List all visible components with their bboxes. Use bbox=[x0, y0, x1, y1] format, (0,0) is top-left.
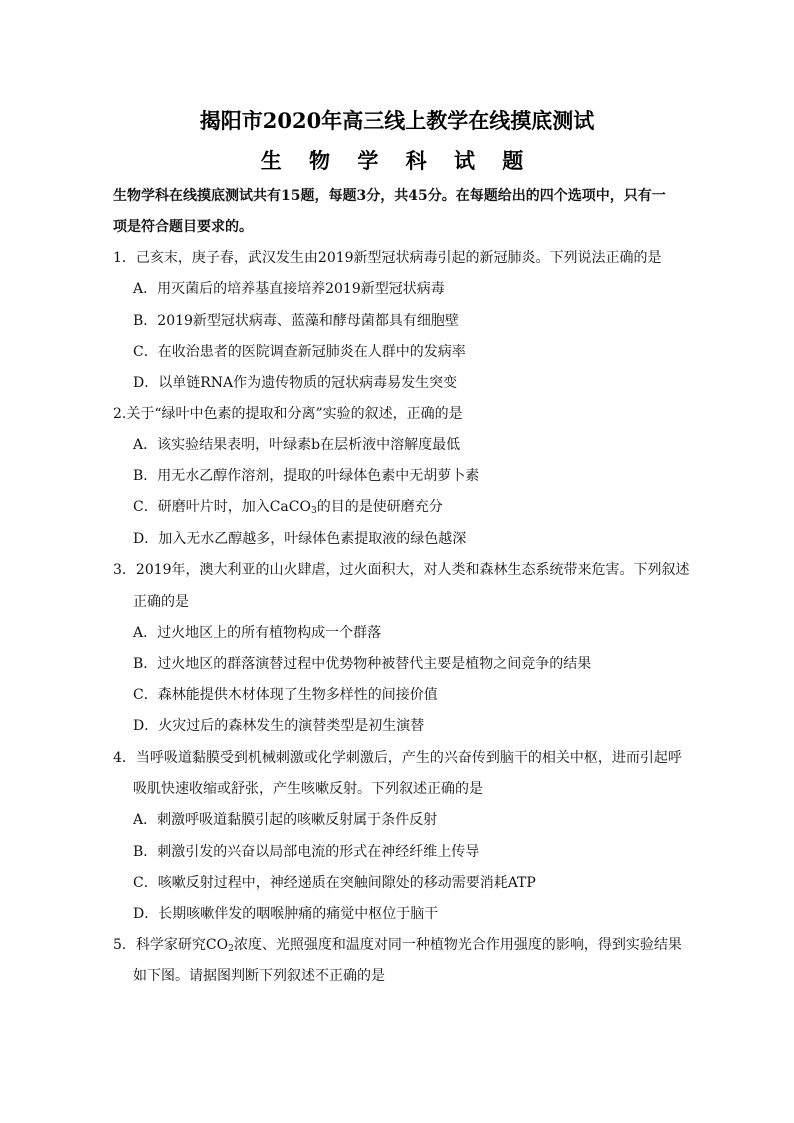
subscript: 3 bbox=[310, 506, 317, 516]
option: A．过火地区上的所有植物构成一个群落 bbox=[133, 625, 382, 641]
intro-line: 生物学科在线摸底测试共有15题，每题3分，共45分。在每题给出的四个选项中，只有一 bbox=[113, 188, 666, 204]
page-title: 揭阳市2020年高三线上教学在线摸底测试 bbox=[199, 108, 595, 133]
option: D．长期咳嗽伴发的咽喉肿痛的痛觉中枢位于脑干 bbox=[133, 906, 439, 922]
question-stem: 2.关于“绿叶中色素的提取和分离”实验的叙述，正确的是 bbox=[113, 406, 463, 422]
question-stem-cont: 如下图。请据图判断下列叙述不正确的是 bbox=[133, 968, 385, 984]
option: A．该实验结果表明，叶绿素b在层析液中溶解度最低 bbox=[133, 437, 461, 453]
option: B．过火地区的群落演替过程中优势物种被替代主要是植物之间竞争的结果 bbox=[133, 656, 592, 672]
option: C．咳嗽反射过程中，神经递质在突触间隙处的移动需要消耗ATP bbox=[133, 875, 536, 891]
option: C．森林能提供木材体现了生物多样性的间接价值 bbox=[133, 687, 438, 703]
intro-line: 项是符合题目要求的。 bbox=[113, 219, 253, 235]
stem-text: 5．科学家研究CO bbox=[113, 937, 229, 953]
option: D．加入无水乙醇越多，叶绿体色素提取液的绿色越深 bbox=[133, 531, 467, 547]
option: D．火灾过后的森林发生的演替类型是初生演替 bbox=[133, 718, 425, 734]
stem-text: 浓度、光照强度和温度对同一种植物光合作用强度的影响，得到实验结果 bbox=[233, 937, 682, 953]
option: A．刺激呼吸道黏膜引起的咳嗽反射属于条件反射 bbox=[133, 812, 438, 828]
option: B．刺激引发的兴奋以局部电流的形式在神经纤维上传导 bbox=[133, 844, 480, 860]
option-text: C．研磨叶片时，加入CaCO bbox=[133, 499, 311, 515]
question-stem: 3．2019年，澳大利亚的山火肆虐，过火面积大，对人类和森林生态系统带来危害。下列叙述 bbox=[113, 562, 690, 578]
page-subtitle: 生 物 学 科 试 题 bbox=[260, 148, 534, 173]
question-stem bbox=[113, 936, 682, 958]
question-stem-cont: 吸肌快速收缩或舒张，产生咳嗽反射。下列叙述正确的是 bbox=[133, 781, 483, 797]
subscript: 2 bbox=[228, 944, 234, 954]
option bbox=[133, 498, 443, 520]
option: D．以单链RNA作为遗传物质的冠状病毒易发生突变 bbox=[133, 375, 458, 391]
question-stem: 4．当呼吸道黏膜受到机械刺激或化学刺激后，产生的兴奋传到脑干的相关中枢，进而引起呼 bbox=[113, 750, 682, 766]
option: A．用灭菌后的培养基直接培养2019新型冠状病毒 bbox=[133, 281, 445, 297]
option: B．用无水乙醇作溶剂，提取的叶绿体色素中无胡萝卜素 bbox=[133, 468, 480, 484]
option: C．在收治患者的医院调查新冠肺炎在人群中的发病率 bbox=[133, 344, 466, 360]
question-stem-cont: 正确的是 bbox=[133, 594, 189, 610]
option: B．2019新型冠状病毒、蓝藻和酵母菌都具有细胞壁 bbox=[133, 313, 459, 329]
option-text: 的目的是使研磨充分 bbox=[316, 499, 443, 515]
question-stem: 1．己亥末，庚子春，武汉发生由2019新型冠状病毒引起的新冠肺炎。下列说法正确的是 bbox=[113, 250, 662, 266]
